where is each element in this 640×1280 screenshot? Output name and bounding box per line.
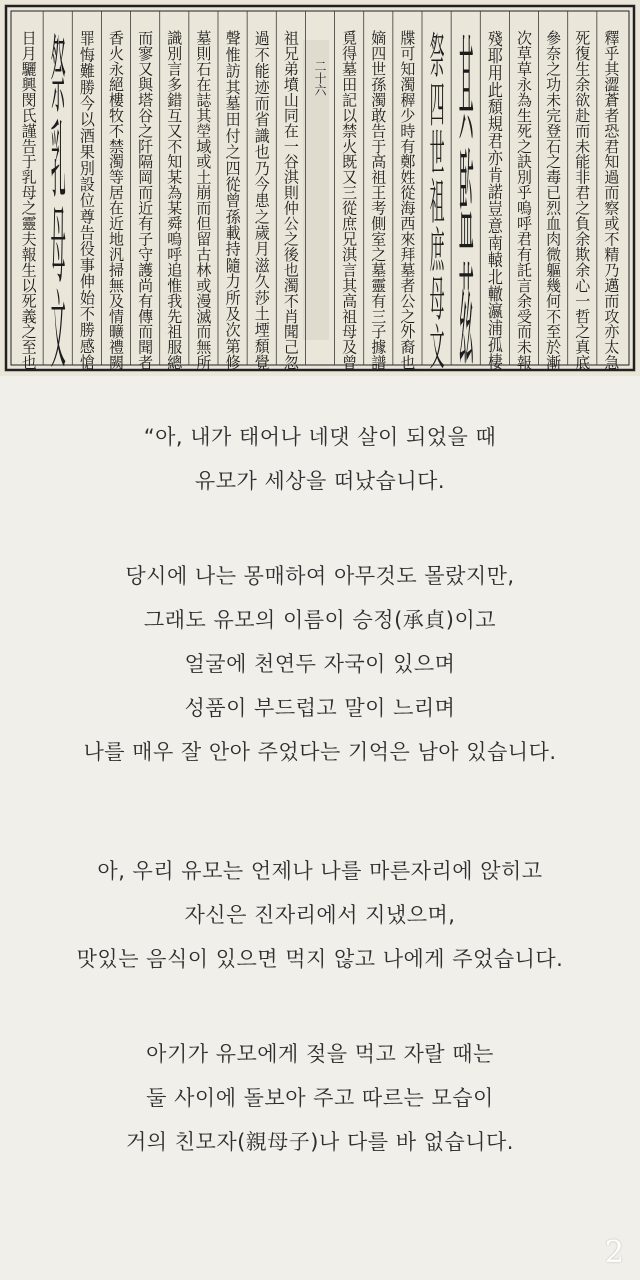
scan-column-text: 過不能迹而省識也乃今患之歲月滋久莎土堙頹覺 (252, 30, 271, 345)
scan-column-text: 罪悔難勝今以酒果別設位尊告役事伸始不勝感愴 (77, 30, 96, 345)
paragraph-4 (0, 1032, 640, 1164)
scan-column-text: 墓則石在誌其塋域或土崩而但留古林或漫滅而無所 (194, 30, 213, 360)
page-number: 2 (604, 1235, 624, 1270)
text-line: 자신은 진자리에서 지냈으며, (184, 903, 456, 927)
scan-column-text: 祖兄弟墳山同在一谷淇則仲公之後也濁不肖聞己忽 (281, 30, 300, 360)
text-line: “아, 내가 태어나 네댓 살이 되었을 때 (143, 425, 497, 449)
woodblock-print-image (0, 0, 640, 376)
text-line: 나를 매우 잘 안아 주었다는 기억은 남아 있습니다. (83, 740, 557, 764)
scan-column-text: 覓得墓田記以禁火既又三從庶兄淇言其高祖母及曾 (340, 30, 359, 360)
text-line: 둘 사이에 돌보아 주고 따르는 모습이 (146, 1086, 494, 1110)
text-line: 아, 우리 유모는 언제나 나를 마른자리에 앉히고 (97, 859, 543, 883)
scan-column-text: 嫡四世孫濁敢告于高祖王考側室之墓靈有三子據譜 (369, 30, 388, 360)
text-line: 맛있는 음식이 있으면 먹지 않고 나에게 주었습니다. (76, 947, 564, 971)
scan-column-text: 次草草永為生死之訣別乎嗚呼君有託言余受而未報 (515, 30, 533, 360)
paragraph-2 (0, 554, 640, 774)
text-line: 유모가 세상을 떠났습니다. (194, 469, 446, 493)
scan-column-text: 日月驪興閔氏謹告于乳母之靈夫報生以死義之至也 (19, 30, 38, 360)
scan-column-text: 祭乳母文 (48, 30, 67, 90)
text-line: 당시에 나는 몽매하여 아무것도 몰랐지만, (125, 564, 515, 588)
scan-column-text: 祭四世祖庶母文 (427, 30, 446, 135)
scan-column-text: 而寥又與塔谷之阡隔岡而近有子守護尚有傳而聞者 (136, 30, 155, 360)
scan-column-text: 參奈之功未完登石之毒已烈血肉微軀幾何不至於漸 (544, 30, 563, 360)
scan-column-text: 釋乎其澀蒼者恐君知過而察或不精乃邁而攻亦太急 (602, 30, 621, 360)
scan-column-text: 聲惟訪其墓田付之四從曾孫載持隨力所及次第修 (223, 30, 242, 345)
text-line: 거의 친모자(親母子)나 다를 바 없습니다. (126, 1130, 514, 1154)
classical-text-scan (0, 0, 640, 376)
translation-text (0, 415, 640, 1164)
scan-column-text: 香火永絕樓牧不禁濁等居在近地汎掃無及情曠禮闕 (107, 30, 125, 360)
text-line: 성품이 부드럽고 말이 느리며 (184, 696, 456, 720)
text-line: 그래도 유모의 이름이 승정(承貞)이고 (143, 608, 497, 632)
text-line: 아기가 유모에게 젖을 먹고 자랄 때는 (146, 1042, 494, 1066)
scan-column-text: 牒可知濁稺少時有鄭姓從海西來拜墓者公之外裔也 (398, 30, 417, 360)
paragraph-3 (0, 849, 640, 981)
scan-column-text: 死復生余欲赴而未能非君之負余欺余心一哲之真底 (573, 30, 592, 360)
scan-column-text: 其監茲 (456, 30, 475, 75)
scan-column-text: 殘耶用此頹規君亦肯諾豈意南轅北轍瀛浦孤棲 (485, 30, 504, 330)
paragraph-1 (0, 415, 640, 503)
text-line: 얼굴에 천연두 자국이 있으며 (184, 652, 456, 676)
scan-page-marker: 二十六 (313, 60, 327, 96)
scan-column-text: 識別言多錯互又不知某為某舜嗚呼追惟我先祖服總 (165, 30, 184, 360)
